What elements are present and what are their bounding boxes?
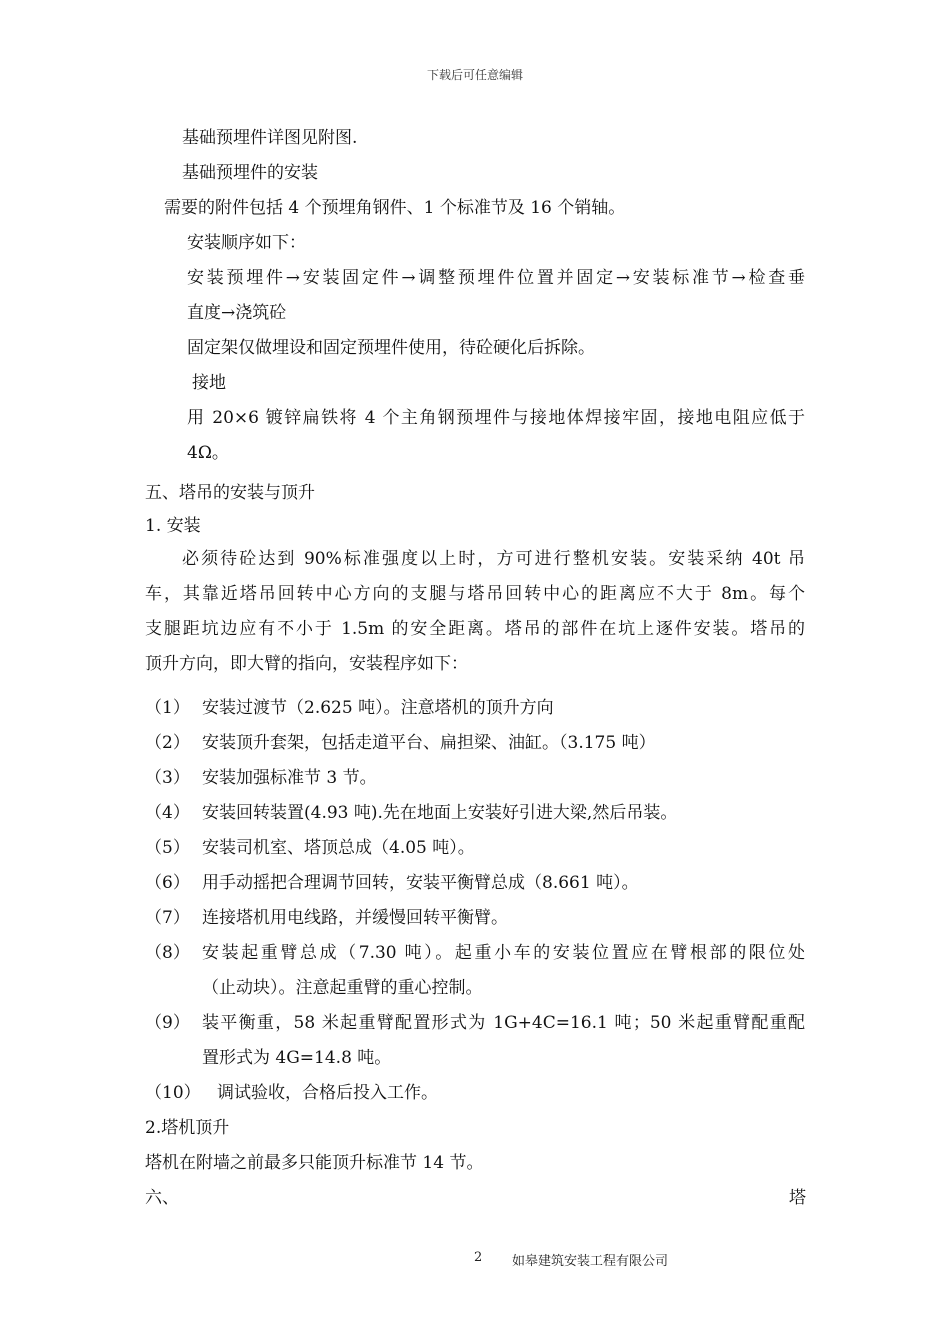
text-line: 安装顺序如下：: [187, 233, 306, 253]
section-heading-tail: 塔: [789, 1188, 806, 1208]
step-text: 安装司机室、塔顶总成（4.05 吨）。: [202, 838, 475, 858]
section-heading: 五、塔吊的安装与顶升: [145, 483, 315, 503]
page-number: 2: [474, 1250, 483, 1265]
step-text: 安装回转装置(4.93 吨).先在地面上安装好引进大梁,然后吊装。: [202, 803, 678, 823]
step-text: 装平衡重，58 米起重臂配置形式为 1G+4C=16.1 吨；50 米起重臂配重配: [202, 1013, 805, 1033]
company-name: 如皋建筑安装工程有限公司: [512, 1254, 669, 1269]
step-number: （6）: [145, 873, 190, 893]
step-number: （10）: [145, 1083, 201, 1103]
step-number: （5）: [145, 838, 190, 858]
text-line: 直度→浇筑砼: [187, 303, 287, 323]
step-number: （1）: [145, 698, 190, 718]
subsection-heading: 2.塔机顶升: [145, 1118, 230, 1138]
text-line: 基础预埋件详图见附图.: [182, 128, 358, 148]
text-line: 需要的附件包括 4 个预埋角钢件、1 个标准节及 16 个销轴。: [164, 198, 626, 218]
page-header: 下载后可任意编辑: [426, 68, 523, 82]
step-text-continued: 置形式为 4G=14.8 吨。: [202, 1048, 392, 1068]
step-text: 安装加强标准节 3 节。: [202, 768, 377, 788]
text-line: 用 20×6 镀锌扁铁将 4 个主角钢预埋件与接地体焊接牢固，接地电阻应低于: [187, 408, 805, 428]
step-text: 安装过渡节（2.625 吨）。注意塔机的顶升方向: [202, 698, 554, 718]
step-number: （3）: [145, 768, 190, 788]
text-line: 接地: [192, 373, 226, 393]
step-text: 调试验收，合格后投入工作。: [217, 1083, 438, 1103]
text-line: 支腿距坑边应有不小于 1.5m 的安全距离。塔吊的部件在坑上逐件安装。塔吊的: [145, 619, 805, 639]
section-heading: 六、: [145, 1188, 179, 1208]
step-number: （7）: [145, 908, 190, 928]
text-line: 顶升方向，即大臂的指向，安装程序如下：: [145, 654, 468, 674]
step-number: （4）: [145, 803, 190, 823]
text-line: 车，其靠近塔吊回转中心方向的支腿与塔吊回转中心的距离应不大于 8m。每个: [145, 584, 805, 604]
step-number: （8）: [145, 943, 190, 963]
step-text: 安装起重臂总成（7.30 吨）。起重小车的安装位置应在臂根部的限位处: [202, 943, 805, 963]
step-text: 用手动摇把合理调节回转，安装平衡臂总成（8.661 吨）。: [202, 873, 639, 893]
step-number: （9）: [145, 1013, 190, 1033]
subsection-heading: 1. 安装: [145, 516, 201, 536]
text-line: 固定架仅做埋设和固定预埋件使用，待砼硬化后拆除。: [187, 338, 595, 358]
text-line: 4Ω。: [187, 443, 229, 463]
text-line: 必须待砼达到 90%标准强度以上时，方可进行整机安装。安装采纳 40t 吊: [182, 549, 805, 569]
step-number: （2）: [145, 733, 190, 753]
text-line: 基础预埋件的安装: [182, 163, 318, 183]
step-text: 安装顶升套架，包括走道平台、扁担梁、油缸。（3.175 吨）: [202, 733, 656, 753]
text-line: 安装预埋件→安装固定件→调整预埋件位置并固定→安装标准节→检查垂: [187, 268, 805, 288]
text-line: 塔机在附墙之前最多只能顶升标准节 14 节。: [145, 1153, 484, 1173]
step-text-continued: （止动块）。注意起重臂的重心控制。: [202, 978, 483, 998]
step-text: 连接塔机用电线路，并缓慢回转平衡臂。: [202, 908, 508, 928]
